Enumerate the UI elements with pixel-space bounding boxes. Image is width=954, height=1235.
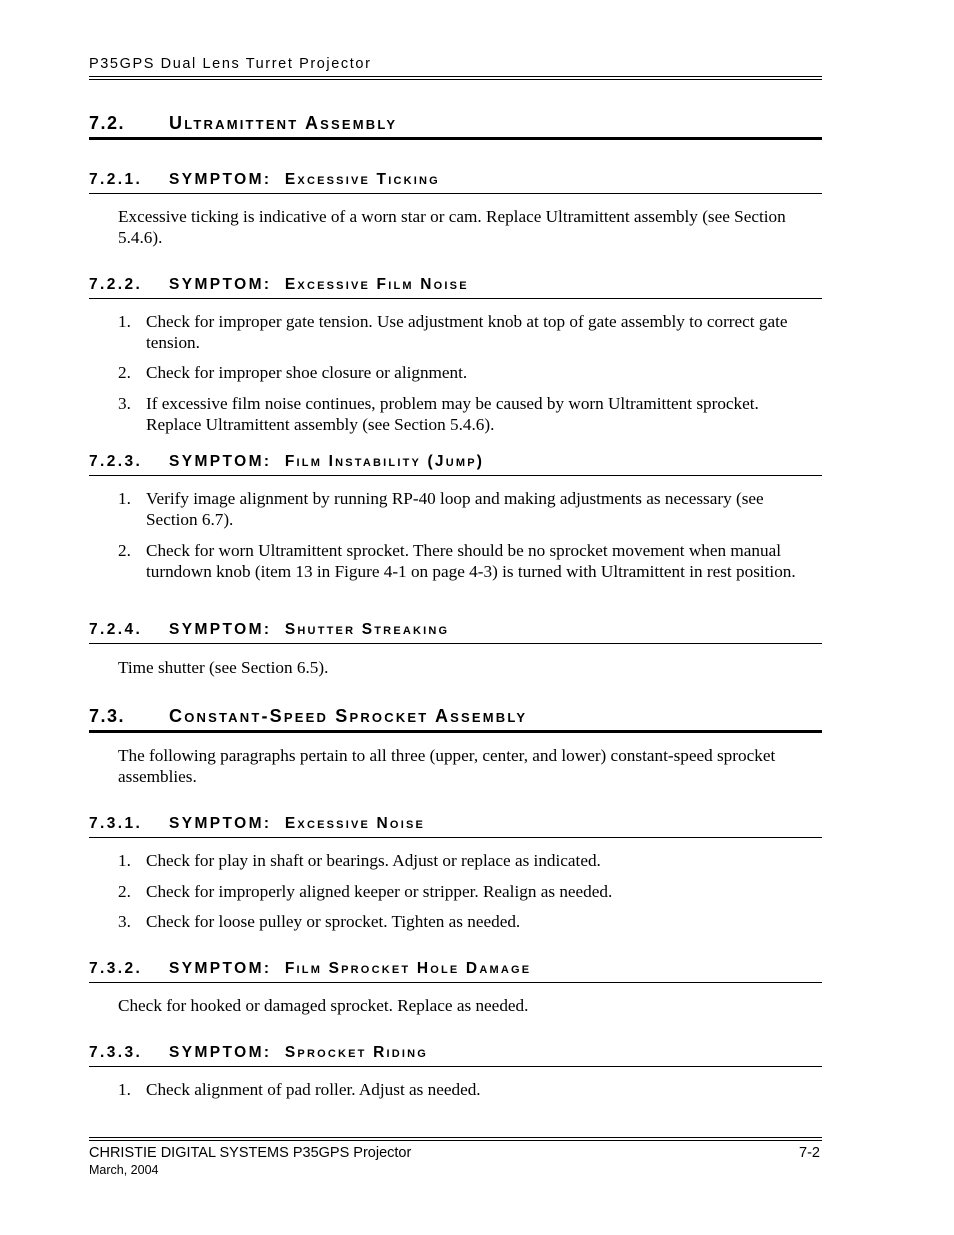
subsection-number: 7.3.2.	[89, 960, 143, 977]
list-number: 3.	[118, 394, 131, 413]
list-item	[118, 393, 818, 435]
paragraph: The following paragraphs pertain to all three (upper, center, and lower) constant-speed sprocket assemblies.	[118, 746, 776, 786]
subsection-title: Sprocket Riding	[284, 1044, 429, 1061]
subsection-title: Excessive Ticking	[284, 171, 440, 188]
symptom-prefix: SYMPTOM:	[169, 453, 272, 470]
list-number: 1.	[118, 1080, 131, 1099]
section-title: Ultramittent Assembly	[169, 113, 398, 133]
footer-company: CHRISTIE DIGITAL SYSTEMS P35GPS Projector	[89, 1145, 412, 1161]
list-text: Check for improperly aligned keeper or stripper. Realign as needed.	[146, 882, 613, 901]
list-item	[118, 540, 818, 582]
list-item	[118, 850, 818, 871]
paragraph: Check for hooked or damaged sprocket. Replace as needed.	[118, 996, 529, 1015]
symptom-prefix: SYMPTOM:	[169, 621, 272, 638]
symptom-prefix: SYMPTOM:	[169, 1044, 272, 1061]
subsection-title: Excessive Film Noise	[284, 276, 469, 293]
list-item	[118, 488, 818, 530]
symptom-prefix: SYMPTOM:	[169, 276, 272, 293]
subsection-title: Film Sprocket Hole Damage	[284, 960, 532, 977]
running-header: P35GPS Dual Lens Turret Projector	[89, 56, 372, 72]
subsection-heading-7-2-1	[89, 171, 822, 194]
subsection-number: 7.3.3.	[89, 1044, 143, 1061]
subsection-number: 7.2.4.	[89, 621, 143, 638]
section-heading-7-3	[89, 706, 822, 733]
subsection-heading-7-3-2	[89, 960, 822, 983]
subsection-heading-7-3-1	[89, 815, 822, 838]
symptom-prefix: SYMPTOM:	[169, 171, 272, 188]
subsection-number: 7.2.2.	[89, 276, 143, 293]
subsection-title: Film Instability (Jump)	[284, 453, 485, 470]
list-text: Check for improper shoe closure or alignment.	[146, 363, 468, 382]
list-item	[118, 311, 818, 353]
list-text: Check alignment of pad roller. Adjust as needed.	[146, 1080, 481, 1099]
section-heading-7-2	[89, 113, 822, 140]
list-text: If excessive film noise continues, problem may be caused by worn Ultramittent sprocket. Replace Ultramittent assembly (see Section 5.4.6).	[146, 394, 759, 434]
subsection-heading-7-2-3	[89, 453, 822, 476]
section-title: Constant-Speed Sprocket Assembly	[169, 706, 528, 726]
list-text: Check for improper gate tension. Use adjustment knob at top of gate assembly to correct gate tension.	[146, 312, 788, 352]
subsection-number: 7.2.1.	[89, 171, 143, 188]
paragraph: Time shutter (see Section 6.5).	[118, 658, 329, 677]
list-item	[118, 881, 818, 902]
paragraph: Excessive ticking is indicative of a worn star or cam. Replace Ultramittent assembly (see Section 5.4.6).	[118, 207, 786, 247]
list-item	[118, 911, 818, 932]
symptom-prefix: SYMPTOM:	[169, 815, 272, 832]
list-text: Verify image alignment by running RP-40 loop and making adjustments as necessary (see Section 6.7).	[146, 489, 764, 529]
list-number: 3.	[118, 912, 131, 931]
subsection-number: 7.3.1.	[89, 815, 143, 832]
list-number: 2.	[118, 363, 131, 382]
subsection-heading-7-2-4	[89, 621, 822, 644]
list-text: Check for loose pulley or sprocket. Tighten as needed.	[146, 912, 521, 931]
header-rule	[89, 76, 822, 80]
symptom-prefix: SYMPTOM:	[169, 960, 272, 977]
footer-rule	[89, 1137, 822, 1141]
subsection-number: 7.2.3.	[89, 453, 143, 470]
list-number: 2.	[118, 882, 131, 901]
list-number: 1.	[118, 489, 131, 508]
list-text: Check for worn Ultramittent sprocket. There should be no sprocket movement when manual turndown knob (item 13 in Figure 4-1 on page 4-3) is turned with Ultramittent in rest position.	[146, 541, 796, 581]
list-number: 1.	[118, 312, 131, 331]
subsection-heading-7-3-3	[89, 1044, 822, 1067]
list-item	[118, 362, 818, 383]
subsection-heading-7-2-2	[89, 276, 822, 299]
section-number: 7.2.	[89, 113, 126, 133]
subsection-title: Shutter Streaking	[284, 621, 450, 638]
section-number: 7.3.	[89, 706, 126, 726]
list-number: 2.	[118, 541, 131, 560]
list-item	[118, 1079, 818, 1100]
subsection-title: Excessive Noise	[284, 815, 426, 832]
footer-date: March, 2004	[89, 1163, 159, 1177]
list-text: Check for play in shaft or bearings. Adjust or replace as indicated.	[146, 851, 601, 870]
page-number: 7-2	[799, 1145, 820, 1161]
list-number: 1.	[118, 851, 131, 870]
